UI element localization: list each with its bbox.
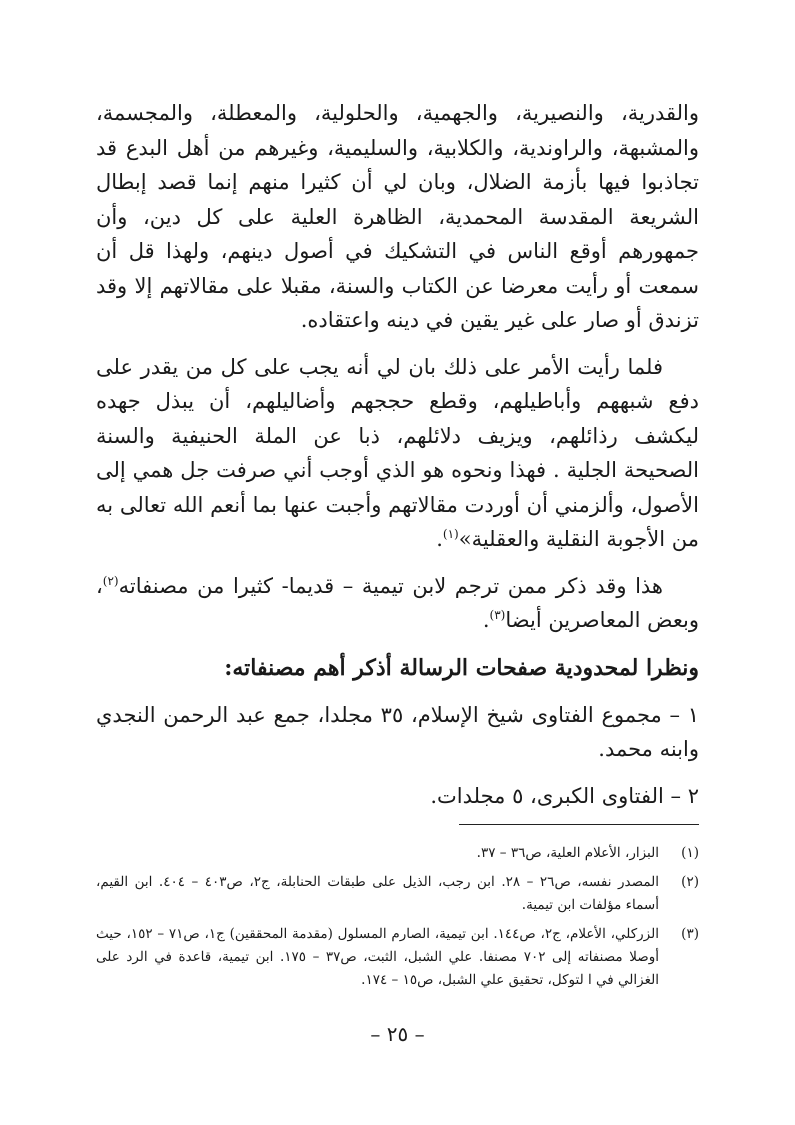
paragraph-3-text-b: ، وبعض المعاصرين أيضا (96, 573, 699, 632)
footnote-3 (96, 923, 699, 992)
footnote-text: البزار، الأعلام العلية، ص٣٦ – ٣٧. (476, 845, 659, 861)
footnote-number: (٢) (681, 874, 699, 890)
paragraph-3-end: . (482, 608, 490, 632)
paragraph-gap (96, 767, 699, 779)
footnote-number: (١) (681, 845, 699, 861)
footnote-text: المصدر نفسه، ص٢٦ – ٢٨. ابن رجب، الذيل على طبقات الحنابلة، ج٢، ص٤٠٣ – ٤٠٤. ابن القيم، أسماء مؤلفات ابن تيمية. (96, 874, 659, 913)
footnote-1 (96, 842, 699, 865)
footnote-ref-2[interactable]: (٢) (102, 573, 119, 588)
paragraph-2-end: . (436, 527, 443, 551)
paragraph-gap (96, 638, 699, 650)
section-heading: ونظرا لمحدودية صفحات الرسالة أذكر أهم مصنفاته: (224, 654, 699, 681)
paragraph-3-text-a: هذا وقد ذكر ممن ترجم لابن تيمية – قديما- كثيرا من مصنفاته (118, 573, 663, 598)
footnote-number: (٣) (681, 926, 699, 942)
footnote-ref-1[interactable]: (١) (442, 527, 459, 541)
footnote-2 (96, 871, 699, 917)
footnote-text: الزركلي، الأعلام، ج٢، ص١٤٤. ابن تيمية، الصارم المسلول (مقدمة المحققين) ج١، ص٧١ – ١٥٢، حيث أوصلا مصنفاته إلى ٧٠٢ مصنفا. علي الشبل، الثبت، ص٣٧ – ١٧٥. ابن تيمية، قاعدة في الرد على الغزالي في ا لتوكل، تحقيق علي الشبل، ص١٥ – ١٧٤. (96, 926, 659, 988)
footnotes (96, 842, 699, 998)
paragraph-2 (96, 350, 699, 557)
page-number: – ٢٥ – (370, 1022, 425, 1046)
paragraph-3 (96, 569, 699, 638)
list-item-2: ٢ – الفتاوى الكبرى، ٥ مجلدات. (430, 783, 699, 808)
paragraph-gap (96, 686, 699, 698)
footnote-ref-3[interactable]: (٣) (489, 608, 506, 622)
paragraph-gap (96, 557, 699, 569)
page-body (96, 96, 699, 813)
list-item-1: ١ – مجموع الفتاوى شيخ الإسلام، ٣٥ مجلدا، جمع عبد الرحمن النجدي وابنه محمد. (96, 702, 699, 761)
paragraph-1: والقدرية، والنصيرية، والجهمية، والحلولية، والمعطلة، والمجسمة، والمشبهة، والراوندية، والكلابية، والسليمية، وغيرهم من أهل البدع قد تجاذبوا فيها بأزمة الضلال، وبان لي أن كثيرا منهم إنما قصد إبطال الشريعة المقدسة المحمدية، الظاهرة العلية على كل دين، وأن جمهورهم أوقع الناس في التشكيك في أصول دينهم، ولهذا قل أن سمعت أو رأيت معرضا عن الكتاب والسنة، مقبلا على مقالاتهم إلا وقد تزندق أو صار على غير يقين في دينه واعتقاده. (96, 101, 699, 332)
paragraph-gap (96, 338, 699, 350)
paragraph-2-text: فلما رأيت الأمر على ذلك بان لي أنه يجب على كل من يقدر على دفع شبههم وأباطيلهم، وقطع حججهم وأضاليلهم، أن يبذل جهده ليكشف رذائلهم، ويزيف دلائلهم، ذبا عن الملة الحنيفية والسنة الصحيحة الجلية . فهذا ونحوه هو الذي أوجب أني صرفت جل همي إلى الأصول، وألزمني أن أوردت مقالاتهم وأجبت عنها بما أنعم الله تعالى به من الأجوبة النقلية والعقلية» (96, 354, 699, 551)
footnote-separator (459, 824, 699, 825)
